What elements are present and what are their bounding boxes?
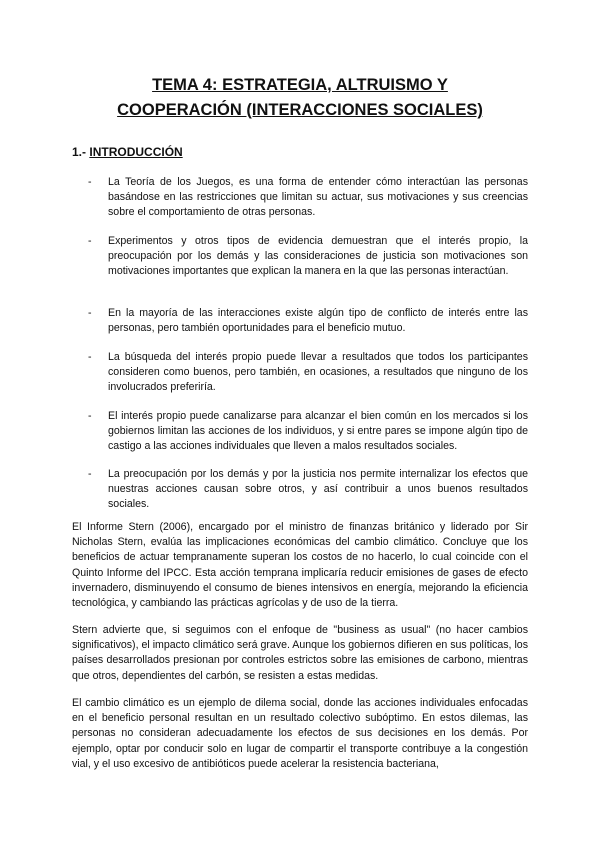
bullet-item bbox=[89, 409, 528, 455]
bullet-dash: - bbox=[88, 410, 92, 422]
bullet-dash: - bbox=[88, 176, 92, 188]
bullet-item bbox=[89, 350, 528, 396]
title-line-2: COOPERACIÓN (INTERACCIONES SOCIALES) bbox=[117, 101, 483, 119]
section-heading bbox=[72, 145, 183, 159]
body-paragraph: Stern advierte que, si seguimos con el enfoque de "business as usual" (no hacer cambios significativos), el impacto climático será grave. Aunque los gobiernos difieren en sus políticas, los países desarrollados presionan por controles estrictos sobre las emisiones de carbono, mientras que otros, dependientes del carbón, se resisten a estas medidas. bbox=[72, 624, 528, 682]
bullet-item bbox=[89, 234, 528, 280]
bullet-item bbox=[89, 467, 528, 513]
section-title: INTRODUCCIÓN bbox=[89, 145, 183, 159]
bullet-text: La búsqueda del interés propio puede llevar a resultados que todos los participantes consideren como buenos, pero también, en ocasiones, a resultados que ninguno de los involucrados preferiría. bbox=[108, 351, 528, 394]
body-paragraph: El Informe Stern (2006), encargado por el ministro de finanzas británico y liderado por Sir Nicholas Stern, evalúa las implicaciones económicas del cambio climático. Concluye que los beneficios de actuar tempranamente superan los costos de no hacerlo, lo cual coincide con el Quinto Informe del IPCC. Esta acción temprana implicaría reducir emisiones de gases de efecto invernadero, disminuyendo el consumo de bienes intensivos en energía, mejorando la eficiencia tecnológica, y cambiando las prácticas agrícolas y de uso de la tierra. bbox=[72, 521, 528, 610]
bullet-dash: - bbox=[88, 351, 92, 363]
bullet-text: En la mayoría de las interacciones existe algún tipo de conflicto de interés entre las personas, pero también oportunidades para el beneficio mutuo. bbox=[108, 307, 528, 335]
bullet-text: La preocupación por los demás y por la justicia nos permite internalizar los efectos que nuestras acciones causan sobre otros, y así contribuir a unos buenos resultados sociales. bbox=[108, 468, 528, 511]
title-line-1: TEMA 4: ESTRATEGIA, ALTRUISMO Y bbox=[152, 76, 448, 94]
bullet-text: Experimentos y otros tipos de evidencia demuestran que el interés propio, la preocupación por los demás y las consideraciones de justicia son motivaciones son motivaciones importantes que explican la manera en la que las personas interactúan. bbox=[108, 235, 528, 278]
bullet-dash: - bbox=[88, 468, 92, 480]
bullet-item bbox=[89, 175, 528, 221]
bullet-dash: - bbox=[88, 235, 92, 247]
body-paragraph: El cambio climático es un ejemplo de dilema social, donde las acciones individuales enfocadas en el beneficio personal resultan en un resultado colectivo subóptimo. En estos dilemas, las personas no consideran adecuadamente los efectos de sus decisiones en los demás. Por ejemplo, optar por conducir solo en lugar de compartir el transporte contribuye a la congestión vial, y el uso excesivo de antibióticos puede acelerar la resistencia bacteriana, bbox=[72, 697, 528, 770]
bullet-text: El interés propio puede canalizarse para alcanzar el bien común en los mercados si los gobiernos limitan las acciones de los individuos, y si entre pares se impone algún tipo de castigo a las acciones individuales que lleven a malos resultados sociales. bbox=[108, 410, 528, 453]
bullet-dash: - bbox=[88, 307, 92, 319]
bullet-text: La Teoría de los Juegos, es una forma de entender cómo interactúan las personas basándose en las restricciones que limitan su actuar, sus motivaciones y sus creencias sobre el comportamiento de otras personas. bbox=[108, 176, 528, 219]
bullet-item bbox=[89, 306, 528, 336]
section-number: 1.- bbox=[72, 145, 87, 159]
document-title bbox=[60, 73, 540, 123]
